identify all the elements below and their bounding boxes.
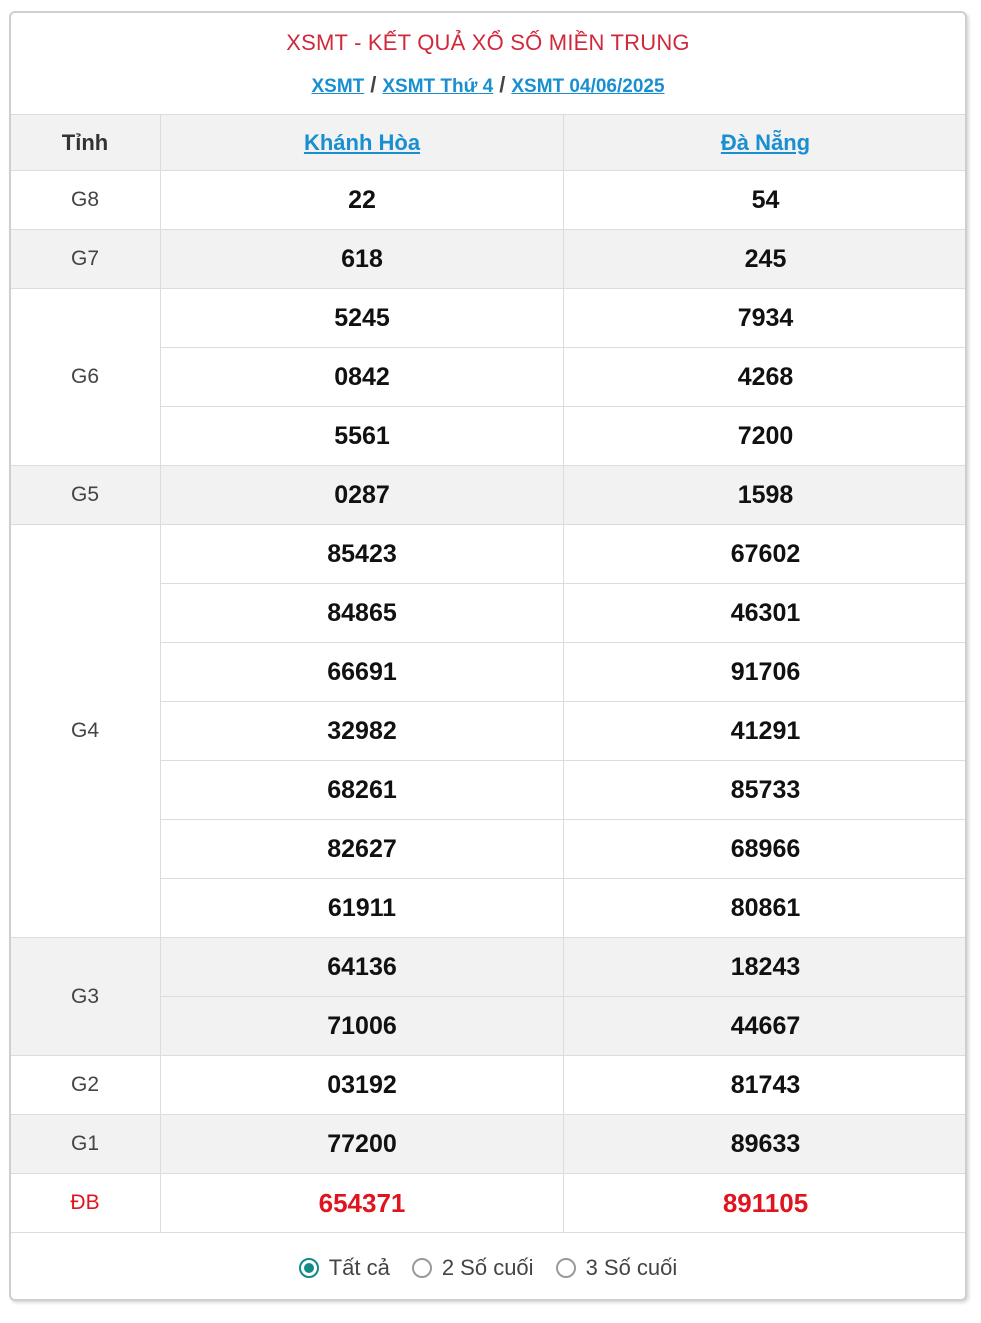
- breadcrumb: [11, 72, 965, 98]
- result-number: 03192: [161, 1056, 564, 1115]
- result-number: 44667: [564, 997, 968, 1056]
- result-number: 1598: [564, 466, 968, 525]
- radio-checked-icon[interactable]: [299, 1258, 319, 1278]
- table-row-g5: [10, 466, 968, 525]
- result-number: 85733: [564, 761, 968, 820]
- result-number: 32982: [161, 702, 564, 761]
- table-row-g2: [10, 1056, 968, 1115]
- result-number: 67602: [564, 525, 968, 584]
- radio-unchecked-icon[interactable]: [556, 1258, 576, 1278]
- result-number: 0842: [161, 348, 564, 407]
- prize-label: G2: [10, 1056, 161, 1115]
- prize-label: G8: [10, 171, 161, 230]
- province-header-da-nang: [564, 115, 968, 171]
- prize-label: G4: [10, 525, 161, 938]
- radio-unchecked-icon[interactable]: [412, 1258, 432, 1278]
- crumb-weekday-link[interactable]: XSMT Thứ 4: [382, 76, 494, 97]
- table-row-g7: [10, 230, 968, 289]
- result-number: 4268: [564, 348, 968, 407]
- filter-option-label: Tất cả: [328, 1255, 390, 1280]
- crumb-separator: /: [499, 72, 506, 97]
- result-number: 0287: [161, 466, 564, 525]
- province-link-khanh-hoa[interactable]: Khánh Hòa: [303, 129, 421, 155]
- table-row-g4: [10, 525, 968, 584]
- table-row-g3: [10, 938, 968, 997]
- result-number: 68966: [564, 820, 968, 879]
- prize-label: G3: [10, 938, 161, 1056]
- result-number: 91706: [564, 643, 968, 702]
- province-header-khanh-hoa: [161, 115, 564, 171]
- result-number: 85423: [161, 525, 564, 584]
- result-number: 61911: [161, 879, 564, 938]
- crumb-separator: /: [370, 72, 377, 97]
- result-number: 71006: [161, 997, 564, 1056]
- result-number: 41291: [564, 702, 968, 761]
- crumb-xsmt-link[interactable]: XSMT: [311, 76, 365, 97]
- prize-label: G1: [10, 1115, 161, 1174]
- result-number: 66691: [161, 643, 564, 702]
- filter-option-label: 3 Số cuối: [585, 1255, 678, 1280]
- province-link-da-nang[interactable]: Đà Nẵng: [720, 129, 811, 155]
- filter-option-last-2[interactable]: [412, 1255, 534, 1281]
- digit-filter: [11, 1233, 965, 1301]
- result-number: 64136: [161, 938, 564, 997]
- filter-option-all[interactable]: [299, 1255, 390, 1281]
- result-number: 618: [161, 230, 564, 289]
- table-row-special: [10, 1174, 968, 1233]
- result-number: 5245: [161, 289, 564, 348]
- result-number: 81743: [564, 1056, 968, 1115]
- result-number: 89633: [564, 1115, 968, 1174]
- result-number: 46301: [564, 584, 968, 643]
- result-number: 22: [161, 171, 564, 230]
- crumb-date-link[interactable]: XSMT 04/06/2025: [511, 76, 665, 97]
- results-table: [9, 114, 967, 1233]
- result-number: 7934: [564, 289, 968, 348]
- special-result-number: 891105: [564, 1174, 968, 1233]
- prize-label: G6: [10, 289, 161, 466]
- result-number: 82627: [161, 820, 564, 879]
- result-number: 5561: [161, 407, 564, 466]
- results-header: [11, 13, 965, 114]
- prize-label: G5: [10, 466, 161, 525]
- result-number: 84865: [161, 584, 564, 643]
- result-number: 18243: [564, 938, 968, 997]
- result-number: 245: [564, 230, 968, 289]
- prize-label: G7: [10, 230, 161, 289]
- page-title: XSMT - KẾT QUẢ XỔ SỐ MIỀN TRUNG: [286, 30, 690, 55]
- result-number: 7200: [564, 407, 968, 466]
- province-column-header: Tỉnh: [10, 115, 161, 171]
- results-card: [9, 11, 967, 1301]
- table-row-g8: [10, 171, 968, 230]
- table-row-g6: [10, 289, 968, 348]
- table-row-g1: [10, 1115, 968, 1174]
- result-number: 80861: [564, 879, 968, 938]
- prize-label-special: ĐB: [10, 1174, 161, 1233]
- result-number: 68261: [161, 761, 564, 820]
- table-header-row: [10, 115, 968, 171]
- result-number: 77200: [161, 1115, 564, 1174]
- filter-option-last-3[interactable]: [556, 1255, 678, 1281]
- special-result-number: 654371: [161, 1174, 564, 1233]
- result-number: 54: [564, 171, 968, 230]
- filter-option-label: 2 Số cuối: [441, 1255, 534, 1280]
